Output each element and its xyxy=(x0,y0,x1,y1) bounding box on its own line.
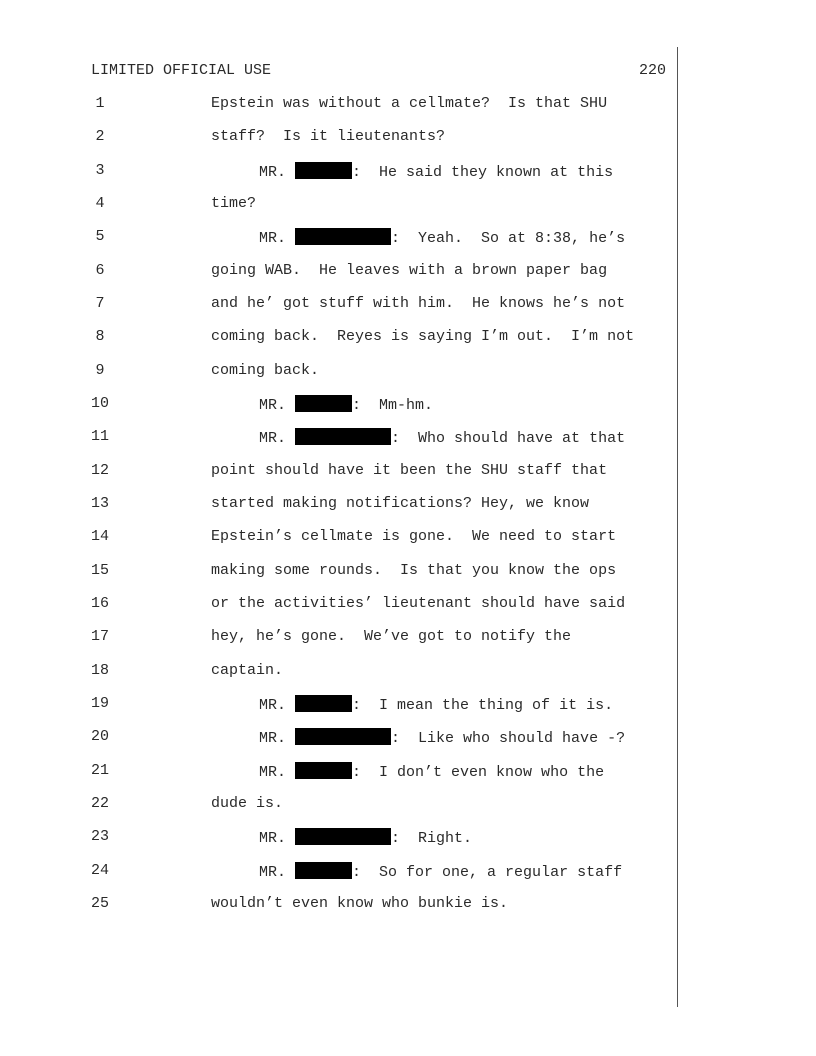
speaker-text: : I mean the thing of it is. xyxy=(352,697,614,714)
line-number: 10 xyxy=(90,395,109,412)
speaker-text: : Mm-hm. xyxy=(352,397,434,414)
redaction-bar xyxy=(295,862,352,879)
redaction-bar xyxy=(295,728,391,745)
transcript-line: coming back. Reyes is saying I’m out. I’m not xyxy=(211,328,635,345)
transcript-line: Epstein was without a cellmate? Is that SHU xyxy=(211,95,608,112)
transcript-line: making some rounds. Is that you know the ops xyxy=(211,562,617,579)
transcript-line: or the activities’ lieutenant should have said xyxy=(211,595,626,612)
speaker-text: : Who should have at that xyxy=(391,430,626,447)
line-number: 3 xyxy=(95,162,105,179)
speaker-title: MR. xyxy=(259,430,287,447)
transcript-line: and he’ got stuff with him. He knows he’s not xyxy=(211,295,626,312)
line-number: 19 xyxy=(90,695,109,712)
speaker-title: MR. xyxy=(259,830,287,847)
line-number: 20 xyxy=(90,728,109,745)
transcript-line: started making notifications? Hey, we know xyxy=(211,495,590,512)
line-number: 8 xyxy=(95,328,105,345)
line-number: 2 xyxy=(95,128,105,145)
classification-header: LIMITED OFFICIAL USE xyxy=(91,62,272,79)
line-number: 18 xyxy=(90,662,109,679)
speaker-title: MR. xyxy=(259,697,287,714)
speaker-line xyxy=(259,828,472,847)
line-number: 11 xyxy=(90,428,109,445)
speaker-text: : Right. xyxy=(391,830,473,847)
redaction-bar xyxy=(295,762,352,779)
speaker-title: MR. xyxy=(259,397,287,414)
speaker-title: MR. xyxy=(259,164,287,181)
speaker-title: MR. xyxy=(259,730,287,747)
line-number: 21 xyxy=(90,762,109,779)
line-number: 5 xyxy=(95,228,105,245)
transcript-line: dude is. xyxy=(211,795,284,812)
transcript-line: point should have it been the SHU staff that xyxy=(211,462,608,479)
transcript-line: hey, he’s gone. We’ve got to notify the xyxy=(211,628,572,645)
redaction-bar xyxy=(295,828,391,845)
line-number: 1 xyxy=(95,95,105,112)
speaker-text: : I don’t even know who the xyxy=(352,764,605,781)
speaker-text: : He said they known at this xyxy=(352,164,614,181)
speaker-line xyxy=(259,162,613,181)
line-number: 7 xyxy=(95,295,105,312)
speaker-line xyxy=(259,695,613,714)
transcript-line: Epstein’s cellmate is gone. We need to start xyxy=(211,528,617,545)
speaker-line xyxy=(259,762,604,781)
speaker-text: : Like who should have -? xyxy=(391,730,626,747)
speaker-line xyxy=(259,428,625,447)
redaction-bar xyxy=(295,695,352,712)
line-number: 13 xyxy=(90,495,109,512)
page-number: 220 xyxy=(638,62,666,79)
speaker-title: MR. xyxy=(259,764,287,781)
line-number: 15 xyxy=(90,562,109,579)
line-number: 17 xyxy=(90,628,109,645)
speaker-line xyxy=(259,728,625,747)
line-number: 23 xyxy=(90,828,109,845)
line-number: 22 xyxy=(90,795,109,812)
line-number: 16 xyxy=(90,595,109,612)
speaker-text: : So for one, a regular staff xyxy=(352,864,623,881)
line-number: 14 xyxy=(90,528,109,545)
redaction-bar xyxy=(295,228,391,245)
speaker-line xyxy=(259,395,433,414)
speaker-title: MR. xyxy=(259,864,287,881)
right-margin-rule xyxy=(677,47,678,1007)
speaker-title: MR. xyxy=(259,230,287,247)
speaker-text: : Yeah. So at 8:38, he’s xyxy=(391,230,626,247)
transcript-line: captain. xyxy=(211,662,284,679)
speaker-line xyxy=(259,862,622,881)
transcript-line: wouldn’t even know who bunkie is. xyxy=(211,895,509,912)
redaction-bar xyxy=(295,428,391,445)
speaker-line xyxy=(259,228,625,247)
line-number: 9 xyxy=(95,362,105,379)
redaction-bar xyxy=(295,162,352,179)
line-number: 25 xyxy=(90,895,109,912)
transcript-line: time? xyxy=(211,195,257,212)
line-number: 4 xyxy=(95,195,105,212)
redaction-bar xyxy=(295,395,352,412)
transcript-line: staff? Is it lieutenants? xyxy=(211,128,446,145)
line-number: 24 xyxy=(90,862,109,879)
line-number: 6 xyxy=(95,262,105,279)
transcript-line: coming back. xyxy=(211,362,320,379)
transcript-line: going WAB. He leaves with a brown paper bag xyxy=(211,262,608,279)
line-number: 12 xyxy=(90,462,109,479)
